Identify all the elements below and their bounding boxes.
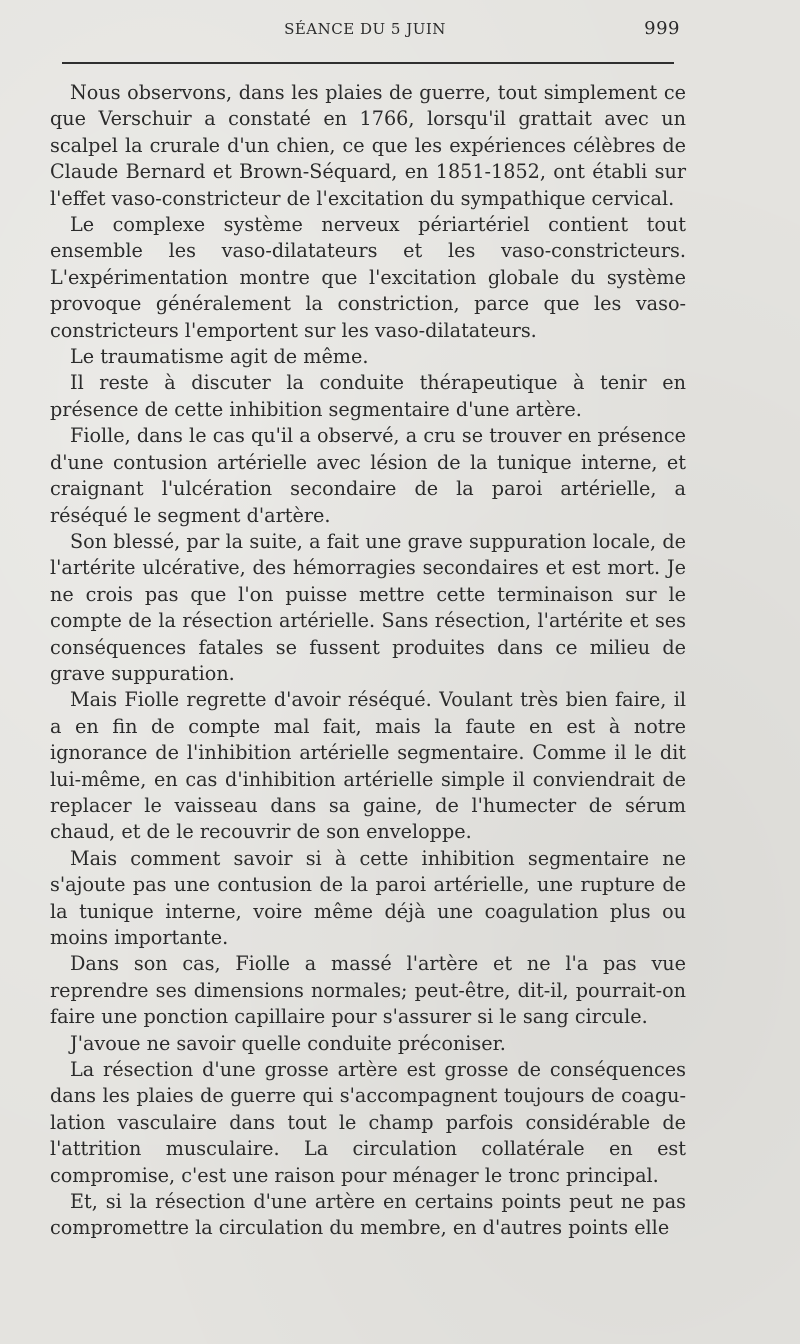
paragraph: La résection d'une grosse artère est grosse de conséquences dans les plaies de guerre qui s'accompagnent toujours de coagulation vasculaire dans tout le champ parfois considérable de l'attrition musculaire. La circulation collatérale en est compromise, c'est une raison pour ménager le tronc principal. [50, 1058, 686, 1187]
page-header [50, 18, 680, 44]
paragraph: Mais Fiolle regrette d'avoir réséqué. Voulant très bien faire, il a en fin de compte mal fait, mais la faute en est à notre ignorance de l'inhibition artérielle segmentaire. Comme il le dit lui-même, en cas d'inhibition artérielle simple il conviendrait de replacer le vaisseau dans sa gaine, de l'humecter de sérum chaud, et de le recouvrir de son enveloppe. [50, 688, 686, 844]
header-rule [62, 62, 674, 64]
paragraph: Mais comment savoir si à cette inhibition segmentaire ne s'ajoute pas une contusion de la paroi artérielle, une rupture de la tunique interne, voire même déjà une coagulation plus ou moins importante. [50, 846, 686, 949]
paragraph: Son blessé, par la suite, a fait une grave suppuration locale, de l'artérite ulcérative, des hémorragies secondaires et est mort. Je ne crois pas que l'on puisse mettre cette terminaison sur le compte de la résection artérielle. Sans résection, l'artérite et ses conséquences fatales se fussent produites dans ce milieu de grave suppuration. [50, 529, 686, 685]
paragraph: Et, si la résection d'une artère en certains points peut ne pas compromettre la circulation du membre, en d'autres points elle [50, 1190, 686, 1240]
paragraph: Il reste à discuter la conduite thérapeutique à tenir en présence de cette inhibition segmentaire d'une artère. [50, 371, 686, 421]
paragraph: Dans son cas, Fiolle a massé l'artère et ne l'a pas vue reprendre ses dimensions normales; peut-être, dit-il, pourrait-on faire une ponction capillaire pour s'assurer si le sang circule. [50, 952, 686, 1029]
paragraph: Fiolle, dans le cas qu'il a observé, a cru se trouver en présence d'une contusion artérielle avec lésion de la tunique interne, et craignant l'ulcération secondaire de la paroi artérielle, a réséqué le segment d'artère. [50, 424, 686, 527]
paragraph: Le complexe système nerveux périartériel contient tout ensemble les vaso-dilatateurs et les vaso-constricteurs. L'expérimentation montre que l'excitation globale du système provoque généralement la constriction, parce que les vaso-constricteurs l'emportent sur les vaso-dilatateurs. [50, 213, 686, 342]
paragraph: Le traumatisme agit de même. [70, 345, 369, 369]
paragraph: Nous observons, dans les plaies de guerre, tout simplement ce que Verschuir a constaté en 1766, lorsqu'il grattait avec un scalpel la crurale d'un chien, ce que les expériences célèbres de Claude Bernard et Brown-Séquard, en 1851-1852, ont établi sur l'effet vaso-constricteur de l'excitation du sympathique cervical. [50, 81, 686, 210]
body-text [50, 80, 686, 1242]
running-head: SÉANCE DU 5 JUIN [284, 20, 446, 38]
paragraph: J'avoue ne savoir quelle conduite préconiser. [70, 1031, 506, 1055]
page-number: 999 [644, 18, 680, 39]
